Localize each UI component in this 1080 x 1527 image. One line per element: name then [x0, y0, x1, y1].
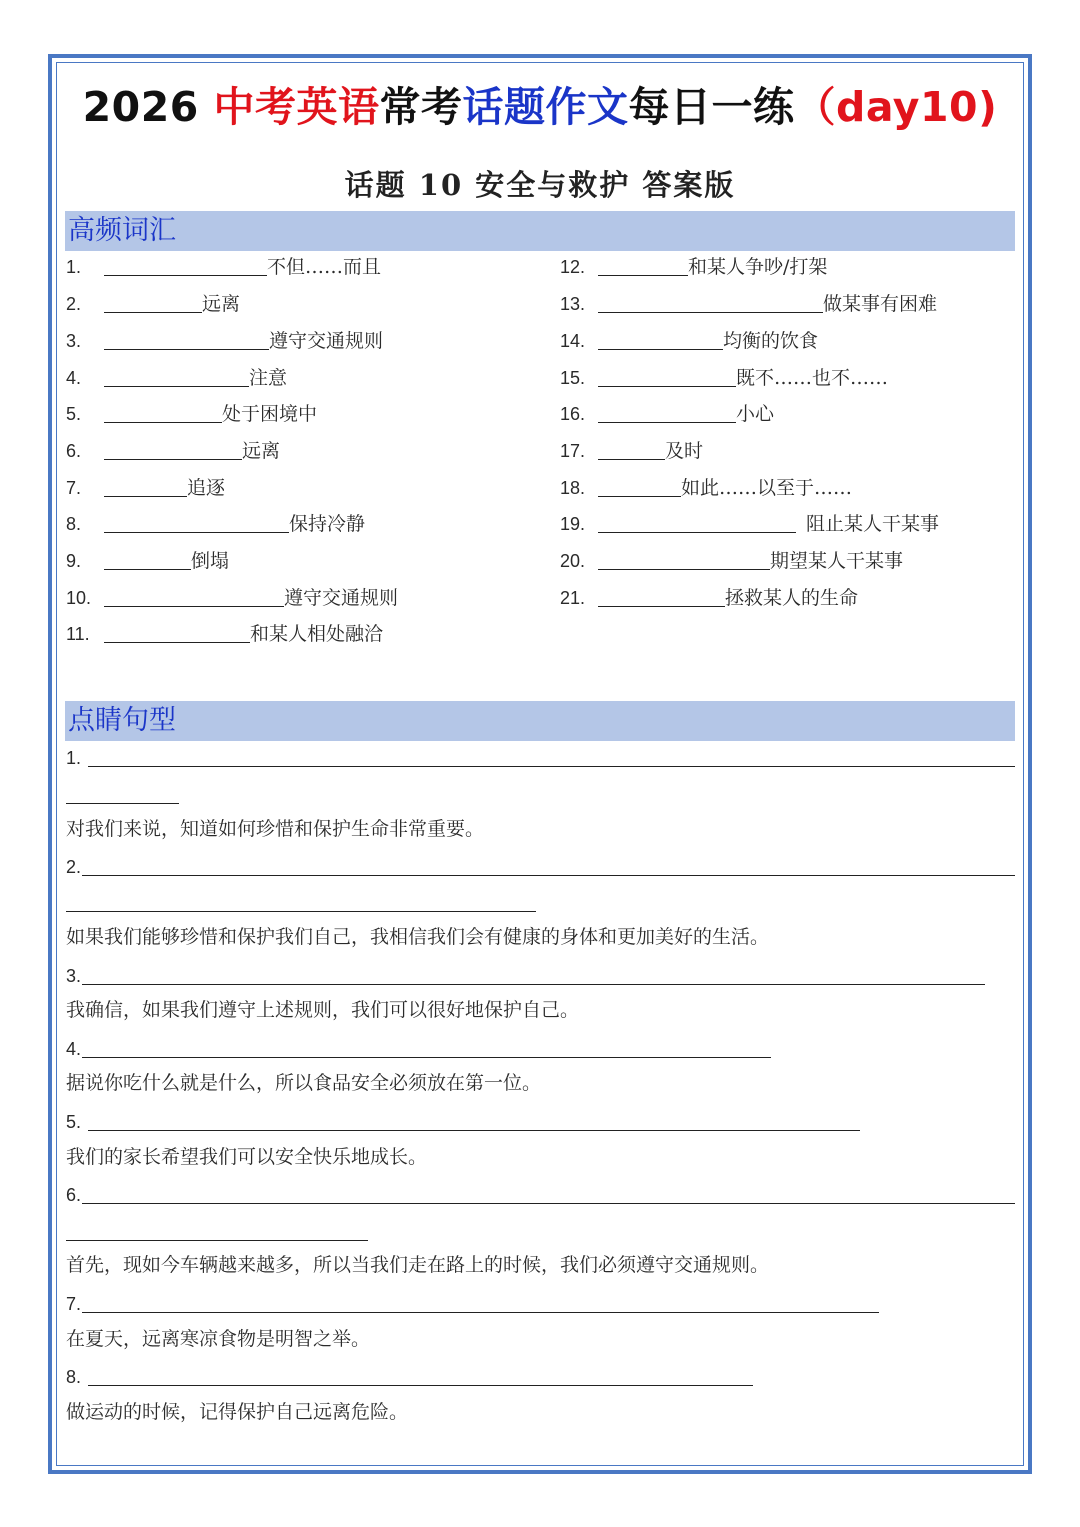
- answer-blank[interactable]: [104, 368, 249, 387]
- vocab-meaning: 追逐: [187, 477, 226, 499]
- answer-blank[interactable]: [598, 588, 725, 607]
- answer-blank[interactable]: [104, 588, 284, 607]
- answer-blank[interactable]: [598, 441, 665, 460]
- sentence-translation: 我确信，如果我们遵守上述规则，我们可以很好地保护自己。: [66, 999, 580, 1021]
- vocab-number: 1.: [66, 257, 82, 277]
- answer-blank[interactable]: [104, 624, 250, 643]
- answer-blank[interactable]: [104, 441, 242, 460]
- vocab-number: 7.: [66, 478, 82, 498]
- vocab-item: [560, 365, 888, 391]
- answer-blank[interactable]: [598, 257, 688, 276]
- vocab-meaning: 既不……也不……: [736, 367, 889, 389]
- answer-line[interactable]: [66, 1240, 368, 1241]
- vocab-number: 15.: [560, 368, 586, 388]
- answer-line[interactable]: [82, 984, 985, 985]
- vocab-meaning: 小心: [736, 403, 775, 425]
- answer-blank[interactable]: [598, 294, 823, 313]
- sentence-translation: 对我们来说，知道如何珍惜和保护生命非常重要。: [66, 818, 485, 840]
- answer-blank[interactable]: [104, 551, 191, 570]
- vocab-item: [560, 401, 774, 427]
- vocab-item: [560, 328, 818, 354]
- vocab-item: [66, 621, 383, 647]
- vocab-number: 6.: [66, 441, 82, 461]
- vocab-item: [66, 328, 383, 354]
- vocab-number: 2.: [66, 294, 82, 314]
- vocab-meaning: 保持冷静: [289, 513, 366, 535]
- vocab-item: [66, 365, 287, 391]
- vocab-number: 4.: [66, 368, 82, 388]
- answer-line[interactable]: [88, 766, 1015, 767]
- title-daily-practice: 每日一练: [628, 83, 795, 131]
- sentence-number: 2.: [66, 857, 82, 877]
- vocab-number: 8.: [66, 514, 82, 534]
- vocab-item: [560, 511, 939, 537]
- vocab-meaning: 遵守交通规则: [284, 587, 399, 609]
- page-subtitle: 话题 10 安全与救护 答案版: [344, 168, 736, 202]
- answer-blank[interactable]: [598, 551, 770, 570]
- vocab-number: 21.: [560, 588, 586, 608]
- title-exam-english: 中考英语: [213, 83, 380, 131]
- sentence-translation: 据说你吃什么就是什么，所以食品安全必须放在第一位。: [66, 1072, 542, 1094]
- sentence-translation: 做运动的时候，记得保护自己远离危险。: [66, 1401, 409, 1423]
- answer-line[interactable]: [66, 911, 536, 912]
- vocab-meaning: 阻止某人干某事: [806, 513, 940, 535]
- vocab-meaning: 拯救某人的生命: [725, 587, 859, 609]
- vocab-item: [66, 401, 317, 427]
- vocab-number: 20.: [560, 551, 586, 571]
- vocab-meaning: 做某事有困难: [823, 293, 938, 315]
- answer-line[interactable]: [82, 875, 1015, 876]
- title-year: 2026: [82, 83, 214, 131]
- vocab-item: [66, 291, 240, 317]
- vocab-item: [560, 438, 703, 464]
- sentence-translation: 首先，现如今车辆越来越多，所以当我们走在路上的时候，我们必须遵守交通规则。: [66, 1254, 770, 1276]
- vocab-item: [66, 475, 225, 501]
- answer-blank[interactable]: [598, 404, 736, 423]
- vocab-number: 17.: [560, 441, 586, 461]
- vocab-item: [66, 511, 365, 537]
- answer-blank[interactable]: [598, 368, 736, 387]
- vocab-number: 5.: [66, 404, 82, 424]
- sentence-number: 6.: [66, 1185, 82, 1205]
- sentence-translation: 如果我们能够珍惜和保护我们自己，我相信我们会有健康的身体和更加美好的生活。: [66, 926, 770, 948]
- vocab-meaning: 处于困境中: [222, 403, 318, 425]
- vocab-item: [66, 548, 229, 574]
- sentence-number: 5.: [66, 1112, 82, 1132]
- vocab-number: 19.: [560, 514, 586, 534]
- vocab-item: [560, 548, 903, 574]
- vocab-meaning: 不但……而且: [267, 256, 382, 278]
- vocab-number: 14.: [560, 331, 586, 351]
- vocab-item: [66, 254, 381, 280]
- vocab-item: [66, 438, 280, 464]
- vocab-number: 9.: [66, 551, 82, 571]
- vocab-item: [560, 291, 937, 317]
- sentence-translation: 我们的家长希望我们可以安全快乐地成长。: [66, 1146, 428, 1168]
- vocab-meaning: 和某人争吵/打架: [688, 256, 828, 278]
- vocab-meaning: 倒塌: [191, 550, 230, 572]
- vocab-number: 12.: [560, 257, 586, 277]
- answer-blank[interactable]: [104, 404, 222, 423]
- vocab-item: [66, 585, 398, 611]
- answer-blank[interactable]: [104, 331, 269, 350]
- vocab-meaning: 期望某人干某事: [770, 550, 904, 572]
- answer-line[interactable]: [88, 1385, 753, 1386]
- vocab-meaning: 如此……以至于……: [681, 477, 853, 499]
- vocab-meaning: 遵守交通规则: [269, 330, 384, 352]
- main-title: [0, 74, 1080, 133]
- vocab-number: 16.: [560, 404, 586, 424]
- vocab-section-heading: 高频词汇: [65, 211, 1015, 251]
- sentence-translation: 在夏天，远离寒凉食物是明智之举。: [66, 1328, 371, 1350]
- answer-blank[interactable]: [104, 257, 267, 276]
- answer-blank[interactable]: [104, 514, 289, 533]
- vocab-meaning: 注意: [249, 367, 288, 389]
- sentence-number: 1.: [66, 748, 82, 768]
- sentence-number: 4.: [66, 1039, 82, 1059]
- vocab-number: 10.: [66, 588, 92, 608]
- sentences-section-heading: 点睛句型: [65, 701, 1015, 741]
- answer-blank[interactable]: [104, 478, 187, 497]
- sentence-number: 8.: [66, 1367, 82, 1387]
- vocab-number: 18.: [560, 478, 586, 498]
- answer-line[interactable]: [82, 1312, 879, 1313]
- vocab-meaning: 远离: [242, 440, 281, 462]
- vocab-meaning: 远离: [202, 293, 241, 315]
- vocab-meaning: 及时: [665, 440, 704, 462]
- answer-line[interactable]: [88, 1130, 860, 1131]
- answer-line[interactable]: [82, 1203, 1015, 1204]
- answer-blank[interactable]: [104, 294, 202, 313]
- answer-line[interactable]: [82, 1057, 771, 1058]
- vocab-meaning: 和某人相处融洽: [250, 623, 384, 645]
- vocab-number: 13.: [560, 294, 586, 314]
- vocab-item: [560, 475, 852, 501]
- title-topic-essay: 话题作文: [462, 83, 629, 131]
- vocab-number: 3.: [66, 331, 82, 351]
- vocab-number: 11.: [66, 624, 90, 644]
- vocab-item: [560, 585, 858, 611]
- sentence-number: 7.: [66, 1294, 82, 1314]
- title-day: （day10): [794, 83, 998, 131]
- title-common: 常考: [379, 83, 463, 131]
- sentence-number: 3.: [66, 966, 82, 986]
- answer-blank[interactable]: [598, 478, 681, 497]
- answer-line[interactable]: [66, 803, 179, 804]
- answer-blank[interactable]: [598, 331, 723, 350]
- vocab-meaning: 均衡的饮食: [723, 330, 819, 352]
- vocab-item: [560, 254, 827, 280]
- answer-blank[interactable]: [598, 514, 796, 533]
